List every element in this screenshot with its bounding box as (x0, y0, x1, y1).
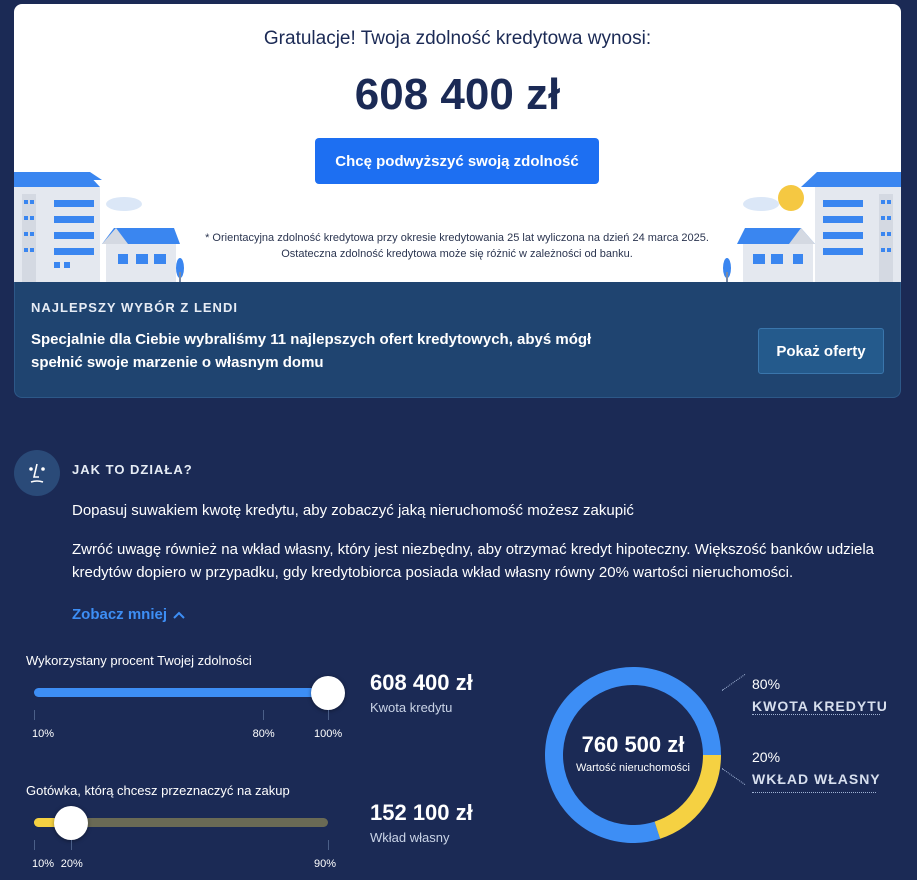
disclaimer-text: * Orientacyjna zdolność kredytowa przy okresie kredytowania 25 lat wyliczona na dzień 24 marca 2025. Ostateczna zdolność kredytowa może się różnić w zależności od banku. (205, 232, 709, 260)
card-title: Gratulacje! Twoja zdolność kredytowa wynosi: (263, 28, 652, 49)
chevron-up-icon (173, 611, 185, 619)
slider-tick-label: 10% (32, 728, 55, 740)
buildings-right-illustration (721, 172, 901, 282)
slider-tick (328, 840, 329, 850)
how-it-works-title: JAK TO DZIAŁA? (72, 462, 193, 477)
show-offers-button[interactable]: Pokaż oferty (758, 328, 884, 374)
slider-tick-label: 100% (314, 728, 343, 740)
how-it-works-text-2: Zwróć uwagę również na wkład własny, który jest niezbędny, aby otrzymać kredyt hipoteczny. Większość banków udziela kredytów dopiero w przypadku, gdy kredytobiorca posiada wkład własny równy 20% wartości nieruchomości. (72, 541, 875, 581)
increase-capacity-button[interactable]: Chcę podwyższyć swoją zdolność (315, 138, 599, 184)
legend-connector-loan (722, 674, 746, 691)
slider-tick (34, 710, 35, 720)
slider-tick (34, 840, 35, 850)
slider-tick-label: 20% (60, 858, 83, 870)
legend-contribution-percent: 20% (752, 749, 781, 765)
loan-amount-label: Kwota kredytu (370, 700, 453, 715)
legend-underline-contribution (752, 792, 876, 793)
loan-amount-value: 608 400 zł (370, 670, 473, 695)
best-choice-banner (14, 282, 901, 398)
face-icon (14, 450, 60, 496)
slider-tick (328, 710, 329, 720)
property-value-label: Wartość nieruchomości (576, 762, 690, 774)
banner-text: Specjalnie dla Ciebie wybraliśmy 11 najlepszych ofert kredytowych, abyś mógł spełnić swoje marzenie o własnym domu (31, 331, 592, 371)
slider-tick-label: 10% (32, 858, 55, 870)
own-contribution-sublabel: Wkład własny (370, 830, 450, 845)
banner-label: NAJLEPSZY WYBÓR Z LENDI (31, 300, 238, 315)
capacity-percent-label: Wykorzystany procent Twojej zdolności (26, 653, 252, 668)
slider-tick-label: 90% (314, 858, 337, 870)
legend-loan-percent: 80% (752, 676, 781, 692)
slider-tick (71, 840, 72, 850)
buildings-left-illustration (14, 172, 194, 282)
legend-contribution-name: WKŁAD WŁASNY (752, 771, 881, 787)
own-contribution-value: 152 100 zł (370, 800, 473, 825)
capacity-card (14, 4, 901, 282)
own-contribution-handle[interactable] (54, 806, 88, 840)
see-less-label: Zobacz mniej (72, 606, 168, 623)
legend-underline-loan (752, 714, 880, 715)
slider-tick (263, 710, 264, 720)
capacity-percent-handle[interactable] (311, 676, 345, 710)
property-value: 760 500 zł (581, 732, 685, 757)
capacity-percent-track[interactable] (34, 688, 328, 697)
how-it-works-text-1: Dopasuj suwakiem kwotę kredytu, aby zobaczyć jaką nieruchomość możesz zakupić (72, 502, 634, 519)
capacity-amount: 608 400 zł (354, 70, 561, 119)
legend-loan-name: KWOTA KREDYTU (752, 698, 888, 714)
own-contribution-label: Gotówka, którą chcesz przeznaczyć na zakup (26, 783, 290, 798)
slider-tick-label: 80% (252, 728, 275, 740)
legend-connector-contribution (722, 768, 746, 785)
see-less-link[interactable] (72, 606, 185, 623)
